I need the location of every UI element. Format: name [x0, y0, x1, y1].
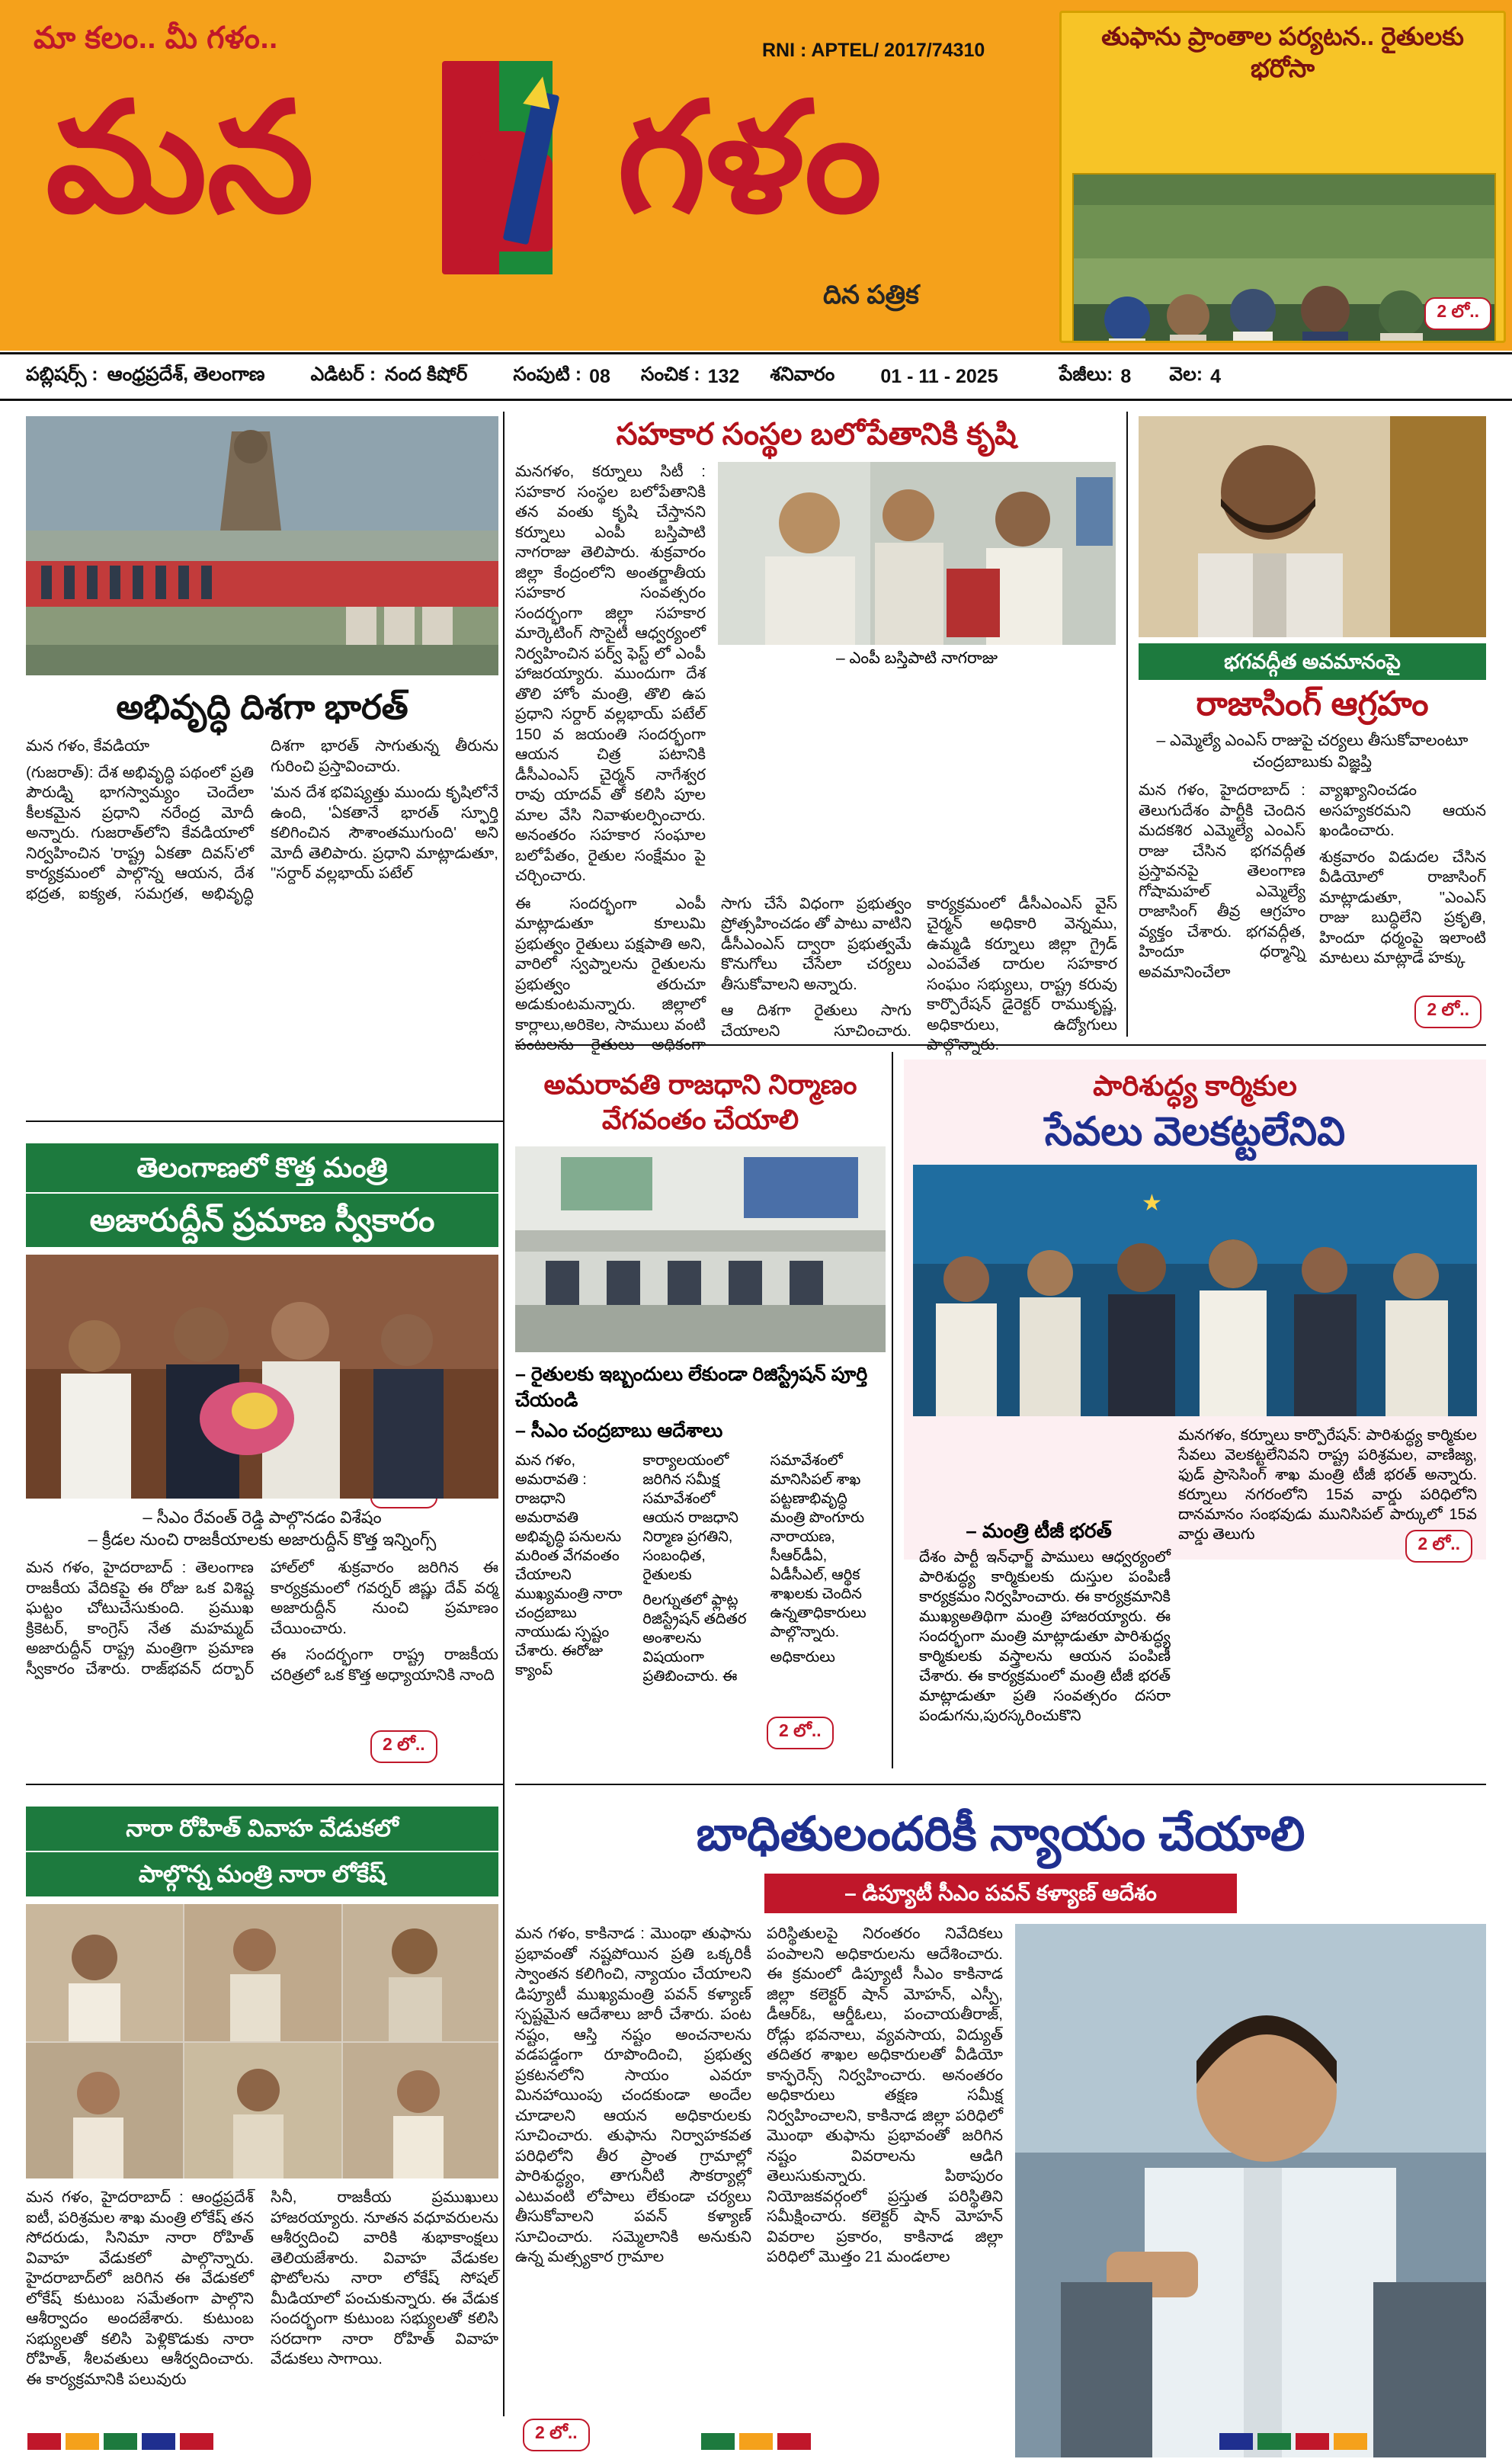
- story-sanitation[interactable]: [904, 1060, 1486, 1724]
- modi-headline: అభివృద్ధి దిశగా భారత్: [116, 688, 408, 726]
- coop-caption: – ఎంపీ బస్తిపాటి నాగరాజు: [835, 649, 998, 667]
- rni-number: RNI : APTEL/ 2017/74310: [762, 40, 985, 61]
- pawan-photo-graphic: [1015, 1924, 1486, 2457]
- story-modi[interactable]: [26, 416, 498, 904]
- footer-dot: [739, 2433, 773, 2450]
- logo-word-1: మన: [46, 75, 315, 244]
- footer-color-strip: [0, 2433, 1512, 2451]
- logo-word-2: గళం: [617, 75, 883, 244]
- column-divider-2: [1126, 412, 1128, 1037]
- column-divider-1: [503, 412, 505, 1845]
- amaravati-caption-2: – సీఎం చంద్రబాబు ఆదేశాలు: [515, 1420, 723, 1441]
- row-divider-1: [26, 1120, 503, 1122]
- rohit-body: [26, 2188, 498, 2390]
- amaravati-body: [515, 1451, 886, 1686]
- modi-col1: (గుజరాత్): దేశ అభివృద్ధి పథంలో ప్రతి పౌరుడ్ని భాగస్వామ్యం చెందేలా కీలకమైన ప్రధాని నరేంద్ర మోదీ అన్నారు. గుజరాత్‌లోని కేవడియాలో నిర్వహించిన 'రాష్ట్ర ఏకతా దివస్'లో కార్యక్రమంలో పాల్గొన్న ఆయన, దేశ భద్రత, ఐక్యత, సమగ్రత, అభివృద్ధి దిశగా భారత్ సాగుతున్న తీరును గురించి ప్రస్తావించారు.: [26, 737, 498, 902]
- rajasingh-subhead: – ఎమ్మెల్యే ఎంఎస్ రాజుపై చర్యలు తీసుకోవాలంటూ చంద్రబాబుకు విజ్ఞప్తి: [1156, 732, 1469, 771]
- pawan-headline: బాధితులందరికీ న్యాయం చేయాలి: [696, 1808, 1305, 1861]
- footer-dot: [1257, 2433, 1291, 2450]
- masthead: [0, 0, 1512, 351]
- price-value: 4: [1210, 365, 1222, 387]
- sanitation-caption: – మంత్రి టీజీ భరత్: [966, 1519, 1112, 1542]
- rohit-col1: మన గళం, హైదరాబాద్ : ఆంధ్రప్రదేశ్ ఐటీ, పరిశ్రమల శాఖ మంత్రి లోకేష్ తన సోదరుడు, సినిమా నారా రోహిత్ వివాహ వేడుకలో పాల్గొన్నారు. హైదరాబాద్‌లో జరిగిన ఈ వేడుకలో లోకేష్ కుటుంబ సమేతంగా పాల్గొని ఆశీర్వాదం అందజేశారు. కుటుంబ సభ్యులతో కలిసి పెళ్లికొడుకు నారా రోహిత్, శీలవతులు ఆశీర్వదించారు. ఈ కార్యక్రమానికి పలువురు: [26, 2188, 254, 2388]
- pawan-page-ref-badge[interactable]: 2 లో..: [523, 2419, 590, 2451]
- footer-dot: [701, 2433, 735, 2450]
- coop-headline: సహకార సంస్థల బలోపేతానికి కృషి: [616, 418, 1017, 451]
- rajasingh-photo: [1139, 416, 1486, 637]
- amaravati-photo-graphic: [515, 1146, 886, 1352]
- pawan-col1: మన గళం, కాకినాడ : మొంథా తుఫాను ప్రభావంతో నష్టపోయిన ప్రతి ఒక్కరికీ స్వాంతన కలిగించి, న్యాయం చేయాలని డిప్యూటీ ముఖ్యమంత్రి పవన్ కళ్యాణ్ స్పష్టమైన ఆదేశాలు జారీ చేశారు. పంట నష్టం, ఆస్తి నష్టం అంచనాలను వడపడ్డంగా రూపొందించి, ప్రభుత్వ ప్రకటనలోని సాయం ఎవరూ మినహాయింపు చందకుండా అందేల చూడాలని ఆయన అధికారులకు సూచించారు. తుఫాను నిర్వాహకవత పరిధిలోని తీర ప్రాంత గ్రామాల్లో పారిశుద్ధ్యం, తాగునీటి సౌకర్యాల్లో ఎటువంటి లోపాలు లేకుండా చర్యలు తీసుకోవాలని పవన్ కళ్యాణ్ సూచించారు. సమ్మెలానికి అనుకుని ఉన్న మత్స్యకార గ్రామాల: [515, 1925, 751, 2265]
- volume-value: 08: [589, 365, 610, 387]
- issue-label: సంచిక :: [640, 363, 700, 385]
- svg-text:★: ★: [1142, 1191, 1162, 1216]
- footer-dot: [142, 2433, 175, 2450]
- pages-value: 8: [1120, 365, 1132, 387]
- column-divider-4: [503, 1791, 505, 2416]
- page-ref-badge[interactable]: 2 లో..: [1424, 297, 1491, 330]
- sanitation-col1: మనగళం, కర్నూలు కార్పొరేషన్: పారిశుద్ధ్య కార్మికుల సేవలు వెలకట్టలేనివని రాష్ట్ర పరిశ్రమల, వాణిజ్య, ఫుడ్ ప్రాసెసింగ్ శాఖ మంత్రి టీజీ భరత్ అన్నారు. కర్నూలు నగరంలోని 15వ వార్డు పరిధిలోని దానమానం సంభవుడు మునిసిపల్ పార్కులో 15వ వార్డు తెలుగు: [1178, 1427, 1477, 1543]
- rohit-col2: సినీ, రాజకీయ ప్రముఖులు హాజరయ్యారు. నూతన వధూవరులను ఆశీర్వదించి వారికి శుభాకాంక్షలు తెలియజేశారు. వివాహ వేడుకల ఫొటోలను నారా లోకేష్ సోషల్ మీడియాలో పంచుకున్నారు. ఈ వేడుక సందర్భంగా కుటుంబ సభ్యులతో కలిసి సరదాగా నారా రోహిత్ వివాహ వేడుకలు సాగాయి.: [271, 2188, 498, 2368]
- amaravati-col2: రిలగ్నుతలో ఫ్లాట్ల రిజిస్ట్రేషన్ తదితర అంశాలను విషయంగా ప్రతిబించారు. ఈ సమావేశంలో మానిసిపల్ శాఖ పట్టణాభివృద్ధి మంత్రి పొంగూరు నారాయణ, సీఆర్‌డీఏ, ఏడీసీఎల్, ఆర్థిక శాఖలకు చెందిన ఉన్నతాధికారులు పాల్గొన్నారు.: [642, 1452, 867, 1685]
- rajasingh-body: [1139, 781, 1486, 983]
- coop-photo-graphic: [718, 462, 1116, 645]
- footer-dot: [180, 2433, 213, 2450]
- pawan-text: [515, 1924, 1003, 2457]
- modi-body: [26, 736, 498, 904]
- rohit-green-line-2: పాల్గొన్న మంత్రి నారా లోకేష్: [26, 1852, 498, 1896]
- sanitation-page-ref-badge[interactable]: 2 లో..: [1405, 1530, 1472, 1563]
- sanitation-lower: [913, 1425, 1477, 1550]
- modi-dateline: మన గళం, కేవడియా: [26, 737, 150, 755]
- story-rajasingh[interactable]: [1139, 416, 1486, 1019]
- azhar-col2: ఈ సందర్భంగా రాష్ట్ర రాజకీయ చరిత్రలో ఒక కొత్త అధ్యాయానికి నాంది: [271, 1646, 498, 1684]
- amaravati-col3: అధికారులు: [770, 1649, 835, 1666]
- editor-label: ఎడిటర్ :: [310, 363, 376, 385]
- amaravati-caption-1: – రైతులకు ఇబ్బందులు లేకుండా రిజిస్ట్రేషన్ పూర్తి చేయండి: [515, 1364, 868, 1411]
- rajasingh-green-line: భగవద్గీత అవమానంపై: [1139, 643, 1486, 680]
- editor-value: నంద కిషోర్: [385, 363, 468, 385]
- sanitation-head-big: సేవలు వెలకట్టలేనివి: [1044, 1110, 1346, 1154]
- pages-label: పేజీలు:: [1059, 363, 1113, 385]
- publishers-label: పబ్లిషర్స్ :: [26, 363, 98, 385]
- rohit-green-line-1: నారా రోహిత్ వివాహ వేడుకలో: [26, 1807, 498, 1851]
- masthead-left: [0, 0, 1052, 351]
- amaravati-headline: అమరావతి రాజధాని నిర్మాణం వేగవంతం చేయాలి: [543, 1069, 857, 1135]
- price-label: వెల:: [1169, 363, 1203, 385]
- sanitation-head-small: పారిశుద్ధ్య కార్మికుల: [1093, 1070, 1297, 1101]
- rohit-photo-collage: [26, 1904, 498, 2178]
- coop-col3: ఆ దిశగా రైతులు సాగు చేయాలని సూచించారు. కార్యక్రమంలో డీసీఎంఎస్ వైస్ చైర్మన్ అధికారి వెన్నము, ఉమ్మడి కర్నూలు జిల్లా గ్రైడ్ ఎంపవేత దారుల సహకార సంఘం సభ్యులు, రాష్ట్ర కరువు కార్పొరేషన్ డైరెక్టర్ రాముకృష్ణ, అధికారులు, ఉద్యోగులు పాల్గొన్నారు.: [721, 894, 1117, 1053]
- sanitation-photo-graphic: [913, 1165, 1477, 1416]
- pawan-photo: [1015, 1924, 1486, 2457]
- amaravati-captions: [515, 1361, 886, 1444]
- story-pawan[interactable]: [515, 1807, 1486, 2457]
- row-divider-3: [26, 1784, 503, 1785]
- coop-photo: [718, 462, 1116, 645]
- azhar-caption-1: – సీఎం రేవంత్ రెడ్డి పాల్గొనడం విశేషం: [143, 1508, 382, 1527]
- coop-body: [515, 886, 1117, 1056]
- issue-value: 132: [707, 365, 740, 387]
- amaravati-col1: మన గళం, అమరావతి : రాజధాని అమరావతి అభివృద్ధి పనులను మరింత వేగవంతం చేయాలని ముఖ్యమంత్రి నారా చంద్రబాబు నాయుడు స్పష్టం చేశారు. ఈరోజు క్యాంప్ కార్యాలయంలో జరిగిన సమీక్ష సమావేశంలో ఆయన రాజధాని నిర్మాణ ప్రగతిని, సంబంధిత, రైతులకు: [515, 1452, 738, 1678]
- azhar-captions: [26, 1506, 498, 1550]
- column-divider-3: [892, 1052, 893, 1768]
- story-coop[interactable]: [515, 416, 1117, 1056]
- amaravati-page-ref-badge[interactable]: 2 లో..: [767, 1717, 834, 1749]
- publishers-value: ఆంధ్రప్రదేశ్, తెలంగాణ: [107, 363, 265, 385]
- sanitation-photo: [913, 1165, 1477, 1416]
- masthead-logo: [30, 61, 1036, 290]
- pawan-ribbon: – డిప్యూటీ సీఎం పవన్ కళ్యాణ్ ఆదేశం: [764, 1874, 1237, 1913]
- azhar-green-line-1: తెలంగాణలో కొత్త మంత్రి: [26, 1143, 498, 1192]
- azhar-col1: మన గళం, హైదరాబాద్ : తెలంగాణ రాజకీయ వేదికపై ఈ రోజు ఒక విశిష్ట ఘట్టం చోటుచేసుకుంది. ప్రముఖ క్రికెటర్, కాంగ్రెస్ నేత మహమ్మద్ అజారుద్దీన్ రాష్ట్ర మంత్రిగా ప్రమాణ స్వీకారం చేశారు. రాజ్‌భవన్ దర్బార్ హాల్‌లో శుక్రవారం జరిగిన ఈ కార్యక్రమంలో గవర్నర్ జిష్ణు దేవ్ వర్మ అజారుద్దీన్ నుంచి ప్రమాణం చేయించారు.: [26, 1559, 498, 1678]
- modi-col2: 'మన దేశ భవిష్యత్తు ముందు కృషిలోనే ఉంది, 'ఏకతానే భారత్ స్ఫూర్తి కలిగించిన సౌశాంతముగుంది' అని మోదీ తెలిపారు. ప్రధాని మాట్లాడుతూ, "సర్దార్ వల్లభాయ్ పటేల్: [271, 784, 498, 882]
- rajasingh-page-ref-badge[interactable]: 2 లో..: [1414, 995, 1482, 1028]
- footer-dot: [104, 2433, 137, 2450]
- day-value: శనివారం: [770, 363, 835, 385]
- row-divider-4: [515, 1784, 1486, 1785]
- rajasingh-photo-graphic: [1139, 416, 1486, 637]
- pawan-col2: పరిస్థితులపై నిరంతరం నివేదికలు పంపాలని అధికారులను ఆదేశించారు. ఈ క్రమంలో డిప్యూటీ సీఎం కాకినాడ జిల్లా కలెక్టర్ షాన్ మోహన్, ఎస్పీ, డీఆర్ఓ, ఆర్డీఓలు, పంచాయతీరాజ్, రోడ్లు భవనాలు, వ్యవసాయ, విద్యుత్ తదితర శాఖల అధికారులతో వీడియో కాన్ఫరెన్స్ నిర్వహించారు. అనంతరం అధికారులు తక్షణ సమీక్ష నిర్వహించాలని, కాకినాడ జిల్లా పరిధిలో మొంథా తుఫాను ప్రభావంతో జరిగిన నష్టం వివరాలను ఆడిగి తెలుసుకున్నారు. పిఠాపురం నియోజకవర్గంలో ప్రస్తుత పరిస్థితిని సమీక్షించారు. కలెక్టర్ షాన్ మోహన్ వివరాల ప్రకారం, కాకినాడ జిల్లా పరిధిలో మొత్తం 21 మండలాల: [767, 1925, 1003, 2265]
- azhar-caption-2: – క్రీడల నుంచి రాజకీయాలకు అజారుద్దీన్ కొత్త ఇన్నింగ్స్: [88, 1530, 437, 1549]
- amaravati-photo: [515, 1146, 886, 1352]
- rajasingh-headline: రాజాసింగ్ ఆగ్రహం: [1196, 685, 1429, 723]
- rajasingh-col2: శుక్రవారం విడుదల చేసిన వీడియోలో రాజాసింగ్ మాట్లాడుతూ, "ఎంఎస్ రాజు బుద్ధిలేని ప్రకృతి, హిందూ ధర్మంపై ఇలాంటి మాటలు మాట్లాడే హక్కు: [1319, 848, 1486, 967]
- pawan-row: [515, 1924, 1486, 2457]
- story-rohit-wedding[interactable]: [26, 1807, 498, 2390]
- footer-dot: [1334, 2433, 1367, 2450]
- azhar-photo-graphic: [26, 1255, 498, 1499]
- rohit-photo-graphic: [26, 1904, 498, 2178]
- sanitation-col2: దేశం పార్టీ ఇన్‌ఛార్జ్ పాములు ఆధ్వర్యంలో పారిశుద్ధ్య కార్మికులకు దుస్తుల పంపిణీ కార్యక్రమం నిర్వహించారు. ఈ కార్యక్రమానికి ముఖ్యఅతిథిగా మంత్రి హాజరయ్యారు. ఈ సందర్భంగా మంత్రి మాట్లాడుతూ పారిశుద్ధ్య కార్మికులకు వస్త్రాలను ఆయన పంపిణీ చేశారు. ఈ కార్యక్రమంలో మంత్రి టీజీ భరత్ మాట్లాడుతూ ప్రతి సంవత్సరం దసరా పండుగను,పురస్కరించుకొని: [919, 1549, 1171, 1724]
- azhar-photo: [26, 1255, 498, 1499]
- footer-dot: [1219, 2433, 1253, 2450]
- footer-dot: [777, 2433, 811, 2450]
- date-value: 01 - 11 - 2025: [880, 365, 998, 387]
- feature-headline: తుఫాను ప్రాంతాల పర్యటన.. రైతులకు భరోసా: [1101, 22, 1464, 82]
- rajasingh-col1: మన గళం, హైదరాబాద్ : తెలుగుదేశం పార్టీకి చెందిన మదకశిర ఎమ్మెల్యే ఎంఎస్ రాజు చేసిన భగవద్గీత ప్రస్తావనపై తెలంగాణ గోషామహల్ ఎమ్మెల్యే రాజాసింగ్ తీవ్ర ఆగ్రహం వ్యక్తం చేశారు. భగవద్గీత, హిందూ ధర్మాన్ని అవమానించేలా వ్యాఖ్యానించడం అసహ్యకరమని ఆయన ఖండించారు.: [1139, 781, 1486, 981]
- footer-dot: [27, 2433, 61, 2450]
- footer-dot: [1296, 2433, 1329, 2450]
- masthead-tagline: మా కలం.. మీ గళం..: [34, 21, 278, 55]
- info-bar: [0, 352, 1512, 401]
- story-azharuddin[interactable]: [26, 1143, 498, 1754]
- modi-photo-graphic: [26, 416, 498, 675]
- story-amaravati[interactable]: [515, 1067, 886, 1740]
- footer-dot: [66, 2433, 99, 2450]
- modi-photo: [26, 416, 498, 675]
- masthead-feature-box[interactable]: [1059, 11, 1506, 343]
- azhar-body: [26, 1558, 498, 1685]
- coop-col2: ఈ సందర్భంగా ఎంపీ మాట్లాడుతూ కూలుమి ప్రభుత్వం రైతులు పక్షపాతి అని, వారిలో స్వప్నాలను రైతులను ప్రభుత్వం తరుచూ అడుకుంటమన్నారు. జిల్లాలో కార్లాలు,అరికెల, సాములు వంటి పంటలను రైతులు అధికంగా సాగు చేసే విధంగా ప్రభుత్వం ప్రోత్సహించడం తో పాటు వాటిని డీసీఎంఎస్ ద్వారా ప్రభుత్వమే కొనుగోలు చేసేలా చర్యలు తీసుకోవాలని అన్నారు.: [515, 894, 911, 1053]
- azhar-green-line-2: అజారుద్దీన్ ప్రమాణ స్వీకారం: [26, 1194, 498, 1247]
- azhar-page-ref-badge[interactable]: 2 లో..: [370, 1730, 437, 1763]
- volume-label: సంపుటి :: [513, 363, 582, 385]
- masthead-subtitle: దిన పత్రిక: [823, 281, 919, 309]
- coop-col1: మనగళం, కర్నూలు సిటీ : సహకార సంస్థల బలోపేతానికి తన వంతు కృషి చేస్తానని కర్నూలు ఎంపీ బస్తిపాటి నాగరాజు తెలిపారు. శుక్రవారం జిల్లా కేంద్రంలోని అంతర్జాతీయ సహకార సంవత్సరం సందర్భంగా జిల్లా సహకార మార్కెటింగ్ సొసైటీ ఆధ్వర్యంలో నిర్వహించిన పర్వ్ ఫెస్ట్ లో ఎంపీ హాజరయ్యారు. ముందుగా దేశ తొలి హోం మంత్రి, తొలి ఉప ప్రధాని సర్దార్ వల్లభాయ్ పటేల్ 150 వ జయంతి సందర్భంగా ఆయన చిత్ర పటానికి డీసీఎంఎస్ చైర్మన్ నాగేశ్వర రావు యాదవ్ తో కలిసి పూల మాల వేసి నివాళులర్పించారు. అనంతరం సహకార సంఘాల బలోపేతం, రైతుల సంక్షేమం పై చర్చించారు.: [515, 463, 706, 884]
